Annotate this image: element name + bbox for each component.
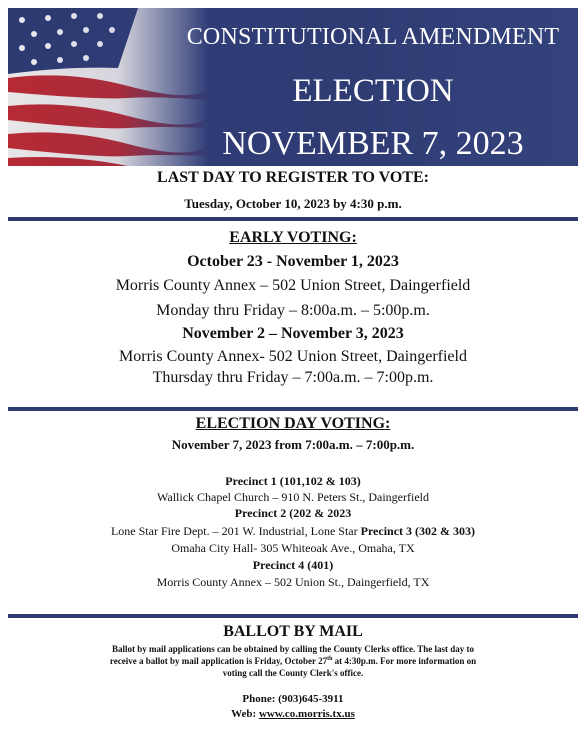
- divider-1: [8, 217, 578, 221]
- ballot-info-line2: [0, 656, 586, 666]
- precinct4-location: Morris County Annex – 502 Union St., Daingerfield, TX: [156, 575, 430, 589]
- register-date: Tuesday, October 10, 2023 by 4:30 p.m.: [184, 196, 402, 211]
- precinct1-location: Wallick Chapel Church – 910 N. Peters St., Daingerfield: [157, 490, 429, 504]
- early-voting-period1-location: Morris County Annex – 502 Union Street, Daingerfield: [115, 277, 471, 294]
- precinct3-name: Precinct 3 (302 & 303): [360, 524, 476, 538]
- ballot-info-line1: Ballot by mail applications can be obtained by calling the County Clerks office. The last day to: [111, 644, 475, 654]
- early-voting-period2-dates: November 2 – November 3, 2023: [182, 325, 404, 342]
- ballot-info-line2-a: receive a ballot by mail application is Friday, October 27: [109, 656, 328, 666]
- ballot-info-line2-sup: th: [327, 656, 333, 662]
- register-heading: LAST DAY TO REGISTER TO VOTE:: [157, 169, 429, 186]
- divider-2: [8, 407, 578, 411]
- early-voting-period1-hours: Monday thru Friday – 8:00a.m. – 5:00p.m.: [156, 302, 430, 319]
- early-voting-period1-dates: October 23 - November 1, 2023: [187, 253, 399, 270]
- precinct1-name: Precinct 1 (101,102 & 103): [225, 474, 361, 488]
- precinct2-name: Precinct 2 (202 & 2023: [234, 506, 352, 520]
- precinct2-location: Lone Star Fire Dept. – 201 W. Industrial, Lone Star: [110, 524, 358, 538]
- website-link[interactable]: www.co.morris.tx.us: [258, 708, 355, 720]
- header-banner: [8, 8, 578, 166]
- precinct4-name: Precinct 4 (401): [252, 558, 334, 572]
- banner-title-line1: CONSTITUTIONAL AMENDMENT: [186, 24, 560, 50]
- banner-title-line3: NOVEMBER 7, 2023: [222, 125, 524, 162]
- election-day-hours: November 7, 2023 from 7:00a.m. – 7:00p.m.: [171, 437, 415, 452]
- contact-phone: Phone: (903)645-3911: [242, 693, 344, 705]
- divider-3: [8, 614, 578, 618]
- precinct3-location: Omaha City Hall- 305 Whiteoak Ave., Omaha, TX: [171, 541, 415, 555]
- early-voting-heading: EARLY VOTING:: [229, 229, 357, 246]
- ballot-info-line3: voting call the County Clerk's office.: [222, 668, 364, 678]
- ballot-by-mail-heading: BALLOT BY MAIL: [223, 623, 363, 640]
- early-voting-period2-hours: Thursday thru Friday – 7:00a.m. – 7:00p.m.: [152, 369, 434, 386]
- election-day-heading: ELECTION DAY VOTING:: [195, 415, 391, 432]
- precinct2-3-line: [0, 524, 586, 539]
- contact-web: [0, 708, 586, 720]
- banner-title-block: [168, 8, 578, 166]
- web-label: Web:: [231, 708, 259, 720]
- early-voting-period2-location: Morris County Annex- 502 Union Street, Daingerfield: [119, 348, 467, 365]
- ballot-info-line2-b: at 4:30p.m. For more information on: [332, 656, 477, 666]
- banner-title-line2: ELECTION: [292, 73, 454, 109]
